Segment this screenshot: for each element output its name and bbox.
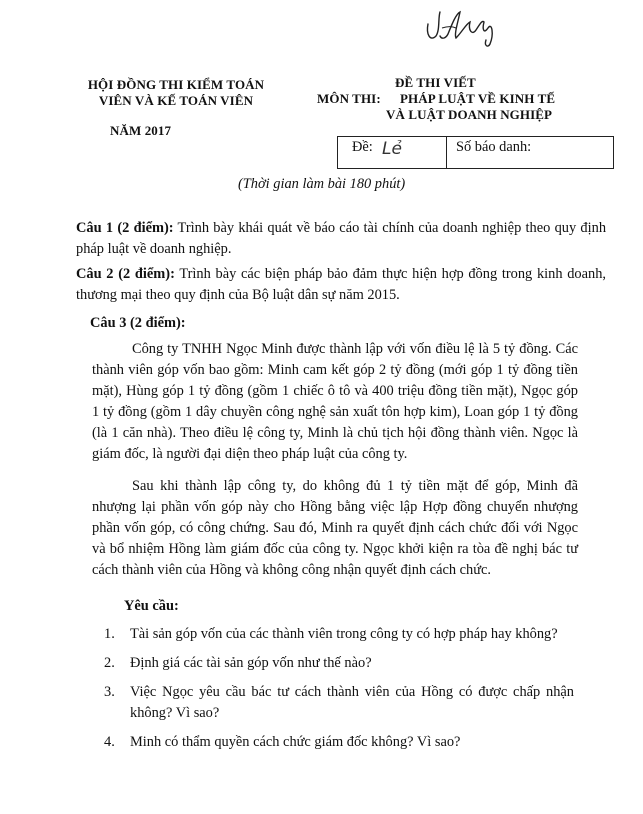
box-divider bbox=[446, 137, 447, 168]
requirement-item: 3. Việc Ngọc yêu cầu bác tư cách thành viên của Hồng có được chấp nhận không? Vì sao? bbox=[104, 684, 574, 721]
exam-year: NĂM 2017 bbox=[110, 123, 172, 138]
requirement-item: 4. Minh có thẩm quyền cách chức giám đốc không? Vì sao? bbox=[104, 734, 461, 750]
signature-scribble bbox=[422, 4, 500, 48]
org-line-1: HỘI ĐỒNG THI KIỂM TOÁN bbox=[87, 77, 265, 92]
scenario-paragraph-2: Sau khi thành lập công ty, do không đủ 1 tỷ tiền mặt để góp, Minh đã nhượng lại phần vốn góp này cho Hồng bằng việc lập Hợp đồng chuyển nhượng phần vốn góp, có công chứng. Sau đó, Minh ra quyết định cách chức đối với Ngọc và bổ nhiệm Hồng làm giám đốc của công ty. Ngọc khởi kiện ra tòa đề nghị bác tư cách thành viên của Hồng và không công nhận quyết định cách chức. bbox=[92, 478, 578, 578]
question-1 bbox=[76, 218, 606, 260]
question-3-scenario-2 bbox=[92, 476, 578, 581]
subject-line-1: PHÁP LUẬT VỀ KINH TẾ bbox=[400, 91, 556, 106]
org-line-2: VIÊN VÀ KẾ TOÁN VIÊN bbox=[98, 93, 254, 108]
exam-type: ĐỀ THI VIẾT bbox=[395, 75, 476, 90]
subject-line-2: VÀ LUẬT DOANH NGHIỆP bbox=[386, 107, 553, 122]
question-2-label: Câu 2 (2 điểm): bbox=[76, 266, 175, 282]
question-3-label: Câu 3 (2 điểm): bbox=[90, 315, 186, 331]
requirement-item: 2. Định giá các tài sản góp vốn như thế nào? bbox=[104, 655, 372, 671]
exam-code-box bbox=[337, 136, 614, 169]
question-2-text: Trình bày các biện pháp bảo đảm thực hiện hợp đồng trong kinh doanh, thương mại theo quy định của Bộ luật dân sự năm 2015. bbox=[76, 266, 607, 303]
subject-label: MÔN THI: bbox=[317, 91, 381, 106]
question-3-scenario bbox=[92, 339, 578, 465]
question-2 bbox=[76, 264, 606, 306]
question-1-label: Câu 1 (2 điểm): bbox=[76, 220, 174, 236]
scenario-paragraph-1: Công ty TNHH Ngọc Minh được thành lập với vốn điều lệ là 5 tỷ đồng. Các thành viên góp vốn bao gồm: Minh cam kết góp 2 tỷ đồng (mới góp 1 tỷ đồng tiền mặt), Hùng góp 1 tỷ đồng (gồm 1 chiếc ô tô và 400 triệu đồng tiền mặt), Ngọc góp 1 tỷ đồng (gồm 1 dây chuyền công nghệ sản xuất tôn hợp kim), Loan góp 1 tỷ đồng (là 1 căn nhà). Theo điều lệ công ty, Minh là chủ tịch hội đồng thành viên. Ngọc là giám đốc, là người đại diện theo pháp luật của công ty. bbox=[92, 341, 578, 462]
requirements-label: Yêu cầu: bbox=[124, 598, 179, 614]
candidate-number-label: Số báo danh: bbox=[456, 139, 532, 155]
question-1-text: Trình bày khái quát về báo cáo tài chính của doanh nghiệp theo quy định pháp luật về doanh nghiệp. bbox=[76, 220, 607, 257]
de-label: Đề: bbox=[352, 139, 373, 155]
requirement-item: 1. Tài sản góp vốn của các thành viên trong công ty có hợp pháp hay không? bbox=[104, 626, 558, 642]
requirements-list bbox=[104, 624, 574, 761]
time-limit-note: (Thời gian làm bài 180 phút) bbox=[238, 176, 406, 192]
de-value-handwritten: Lẻ bbox=[382, 139, 402, 159]
organization-name bbox=[76, 77, 276, 109]
